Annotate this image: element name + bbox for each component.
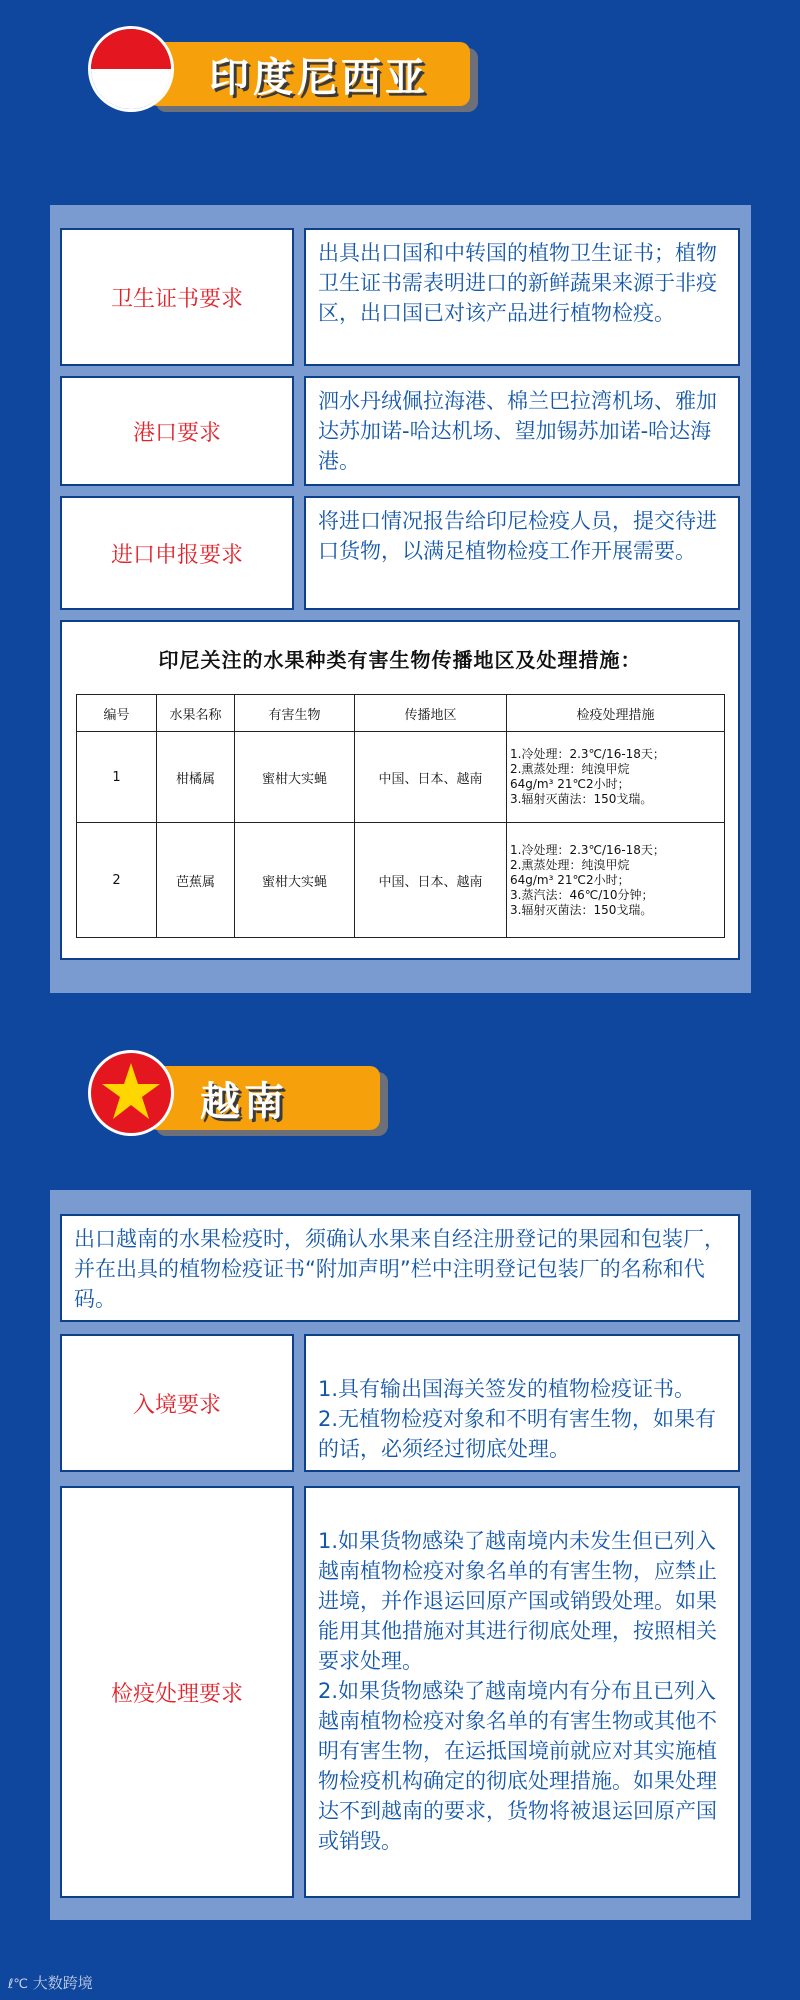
measure-line: 64g/m³ 21℃2小时；	[510, 777, 630, 791]
cell-number: 2	[77, 823, 157, 938]
row-label: 港口要求	[132, 420, 221, 446]
indonesia-header-banner	[148, 42, 470, 106]
label-quarantine-treatment	[60, 1486, 294, 1898]
label-port	[60, 376, 294, 486]
cell-measures	[507, 823, 725, 938]
cell-pest: 蜜柑大实蝇	[235, 732, 355, 823]
watermark-text: 大数跨境	[32, 1974, 93, 1992]
row-label: 检疫处理要求	[110, 1681, 243, 1707]
cell-fruit: 芭蕉属	[157, 823, 235, 938]
text-port	[304, 376, 740, 486]
measure-line: 2.熏蒸处理：纯溴甲烷	[510, 762, 630, 776]
measure-line: 1.冷处理：2.3℃/16-18天；	[510, 842, 665, 857]
measure-line: 3.蒸汽法：46℃/10分钟；	[510, 887, 654, 902]
indonesia-title: 印度尼西亚	[209, 54, 429, 101]
cell-region: 中国、日本、越南	[355, 732, 507, 823]
logo-icon: ℓ℃	[8, 1977, 28, 1992]
cell-region: 中国、日本、越南	[355, 823, 507, 938]
table-row	[77, 732, 725, 823]
label-health-certificate	[60, 228, 294, 366]
label-entry-requirements	[60, 1334, 294, 1472]
watermark	[8, 1972, 93, 1993]
measure-line: 2.熏蒸处理：纯溴甲烷	[510, 857, 630, 872]
measure-line: 3.辐射灭菌法：150戈瑞。	[510, 902, 653, 917]
label-import-declaration	[60, 496, 294, 610]
vietnam-intro	[60, 1214, 740, 1322]
th-number: 编号	[77, 695, 157, 732]
text-quarantine-treatment	[304, 1486, 740, 1898]
row-label: 进口申报要求	[110, 542, 243, 568]
row-text: 1.如果货物感染了越南境内未发生但已列入越南植物检疫对象名单的有害生物，应禁止进境，并作退运回原产国或销毁处理。如果能用其他措施对其进行彻底处理，按照相关要求处理。 2.如果货物感染了越南境内有分布且已列入越南植物检疫对象名单的有害生物或其他不明有害生物，在运抵国境前就应对其实施植物检疫机构确定的彻底处理措施。如果处理达不到越南的要求，货物将被退运回原产国或销毁。	[318, 1529, 717, 1853]
intro-text: 出口越南的水果检疫时，须确认水果来自经注册登记的果园和包装厂，并在出具的植物检疫证书“附加声明”栏中注明登记包装厂的名称和代码。	[74, 1227, 725, 1311]
table-header-row	[77, 695, 725, 732]
vietnam-flag-icon	[88, 1050, 174, 1136]
pest-table-box	[60, 620, 740, 960]
th-region: 传播地区	[355, 695, 507, 732]
row-text: 出具出口国和中转国的植物卫生证书；植物卫生证书需表明进口的新鲜蔬果来源于非疫区，出口国已对该产品进行植物检疫。	[318, 241, 717, 325]
row-label: 入境要求	[132, 1392, 221, 1418]
th-fruit: 水果名称	[157, 695, 235, 732]
pest-table	[76, 694, 725, 938]
th-pest: 有害生物	[235, 695, 355, 732]
th-measures: 检疫处理措施	[507, 695, 725, 732]
pest-table-title: 印尼关注的水果种类有害生物传播地区及处理措施：	[158, 648, 642, 672]
vietnam-title: 越南	[200, 1078, 288, 1125]
measure-line: 3.辐射灭菌法：150戈瑞。	[510, 792, 653, 806]
row-text: 1.具有输出国海关签发的植物检疫证书。 2.无植物检疫对象和不明有害生物，如果有的话，必须经过彻底处理。	[318, 1377, 717, 1461]
text-entry-requirements	[304, 1334, 740, 1472]
measure-line: 64g/m³ 21℃2小时；	[510, 872, 630, 887]
text-health-certificate	[304, 228, 740, 366]
measure-line: 1.冷处理：2.3℃/16-18天；	[510, 747, 665, 761]
cell-fruit: 柑橘属	[157, 732, 235, 823]
row-text: 泗水丹绒佩拉海港、棉兰巴拉湾机场、雅加达苏加诺-哈达机场、望加锡苏加诺-哈达海港。	[318, 389, 717, 473]
vietnam-header-banner	[148, 1066, 380, 1130]
cell-measures	[507, 732, 725, 823]
cell-number: 1	[77, 732, 157, 823]
text-import-declaration	[304, 496, 740, 610]
table-row	[77, 823, 725, 938]
cell-pest: 蜜柑大实蝇	[235, 823, 355, 938]
indonesia-flag-icon	[88, 26, 174, 112]
row-label: 卫生证书要求	[110, 286, 243, 312]
row-text: 将进口情况报告给印尼检疫人员，提交待进口货物，以满足植物检疫工作开展需要。	[318, 509, 717, 563]
